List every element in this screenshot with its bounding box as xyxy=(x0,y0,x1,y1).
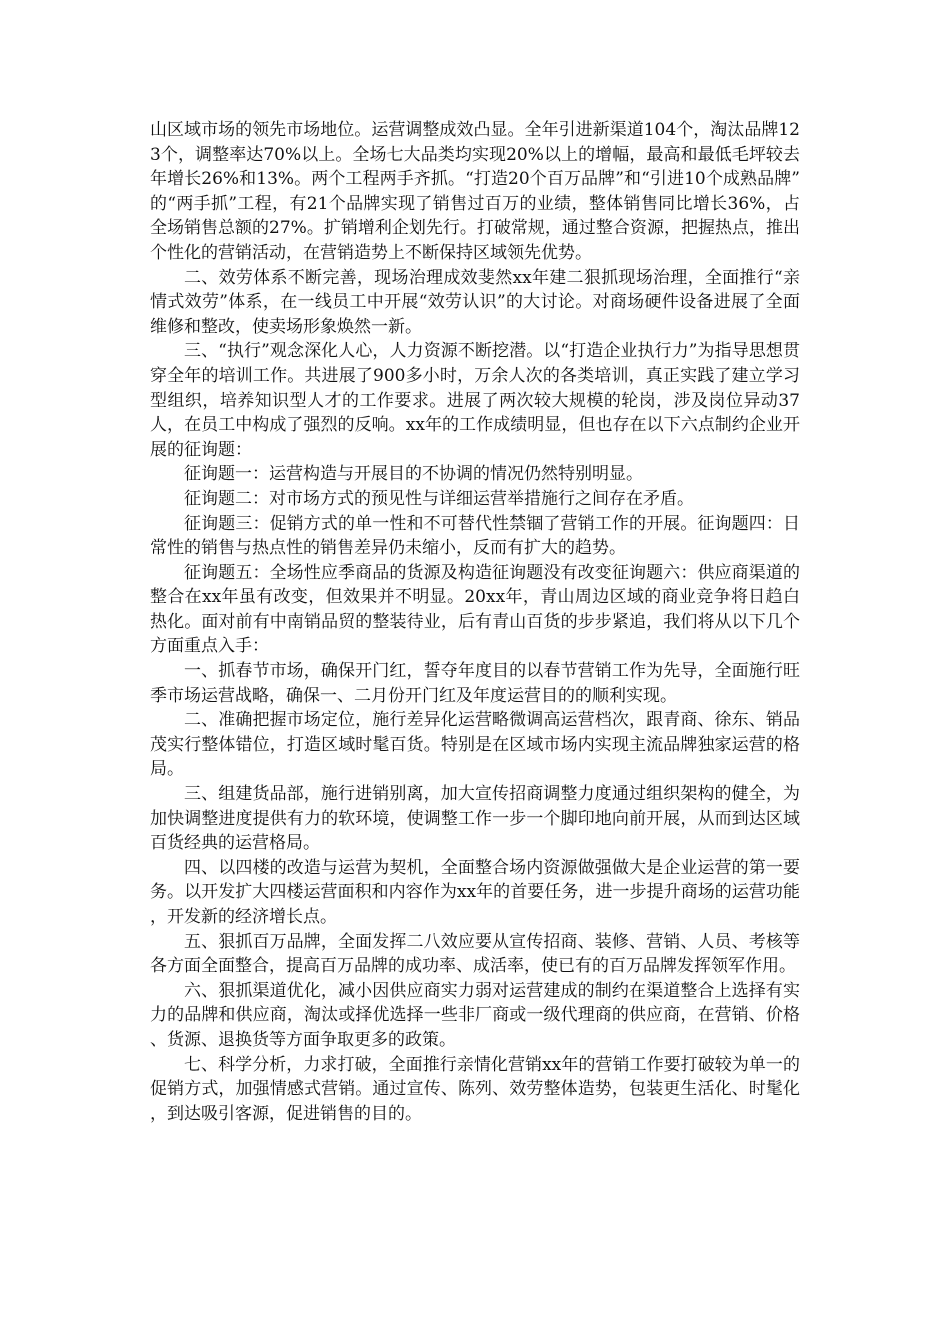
paragraph-issue-one: 征询题一：运营构造与开展目的不协调的情况仍然特别明显。 xyxy=(184,464,643,485)
paragraph-service-system: 二、效劳体系不断完善，现场治理成效斐然xx年建二狠抓现场治理，全面推行“亲情式效劳”体系，在一线员工中开展“效劳认识”的大讨论。对商场硬件设备进展了全面维修和整改，使卖场形象焕然一新。 xyxy=(150,267,800,337)
paragraph-issue-five-six: 征询题五：全场性应季商品的货源及构造征询题没有改变征询题六：供应商渠道的整合在xx年虽有改变，但效果并不明显。20xx年，青山周边区域的商业竞争将日趋白热化。面对前有中南销品贸的整装待业，后有青山百货的步步紧追，我们将从以下几个方面重点入手： xyxy=(150,562,800,657)
paragraph-market-position: 山区域市场的领先市场地位。运营调整成效凸显。全年引进新渠道104个，淘汰品牌123个，调整率达70%以上。全场七大品类均实现20%以上的增幅，最高和最低毛坪较去年增长26%和13%。两个工程两手齐抓。“打造20个百万品牌”和“引进10个成熟品牌”的“两手抓”工程，有21个品牌实现了销售过百万的业绩，整体销售同比增长36%，占全场销售总额的27%。扩销增利企划先行。打破常规，通过整合资源，把握热点，推出个性化的营销活动，在营销造势上不断保持区域领先优势。 xyxy=(150,120,800,263)
paragraph-plan-marketing: 七、科学分析，力求打破，全面推行亲情化营销xx年的营销工作要打破较为单一的促销方式，加强情感式营销。通过宣传、陈列、效劳整体造势，包装更生活化、时髦化，到达吸引客源，促进销售的目的。 xyxy=(150,1054,800,1124)
paragraph-plan-fourth-floor: 四、以四楼的改造与运营为契机，全面整合场内资源做强做大是企业运营的第一要务。以开发扩大四楼运营面积和内容作为xx年的首要任务，进一步提升商场的运营功能，开发新的经济增长点。 xyxy=(150,857,800,927)
paragraph-issue-two: 征询题二：对市场方式的预见性与详细运营举措施行之间存在矛盾。 xyxy=(184,488,694,509)
paragraph-plan-goods-department: 三、组建货品部，施行进销别离，加大宣传招商调整力度通过组织架构的健全，为加快调整进度提供有力的软环境，使调整工作一步一个脚印地向前开展，从而到达区域百货经典的运营格局。 xyxy=(150,784,800,854)
paragraph-plan-spring-festival: 一、抓春节市场，确保开门红，誓夺年度目的以春节营销工作为先导，全面施行旺季市场运营战略，确保一、二月份开门红及年度运营目的的顺利实现。 xyxy=(150,661,800,706)
document-body xyxy=(150,118,800,1126)
paragraph-plan-channel-optimization: 六、狠抓渠道优化，减小因供应商实力弱对运营建成的制约在渠道整合上选择有实力的品牌和供应商，淘汰或择优选择一些非厂商或一级代理商的供应商，在营销、价格、货源、退换货等方面争取更多的政策。 xyxy=(150,980,800,1050)
paragraph-plan-market-positioning: 二、准确把握市场定位，施行差异化运营略微调高运营档次，跟青商、徐东、销品茂实行整体错位，打造区域时髦百货。特别是在区域市场内实现主流品牌独家运营的格局。 xyxy=(150,710,800,780)
paragraph-issue-three-four: 征询题三：促销方式的单一性和不可替代性禁锢了营销工作的开展。征询题四：日常性的销售与热点性的销售差异仍未缩小，反而有扩大的趋势。 xyxy=(150,513,800,559)
paragraph-plan-million-brands: 五、狠抓百万品牌，全面发挥二八效应要从宣传招商、装修、营销、人员、考核等各方面全面整合，提高百万品牌的成功率、成活率，使已有的百万品牌发挥领军作用。 xyxy=(150,931,800,977)
paragraph-execution-hr: 三、“执行”观念深化人心，人力资源不断挖潜。以“打造企业执行力”为指导思想贯穿全年的培训工作。共进展了900多小时，万余人次的各类培训，真正实践了建立学习型组织，培养知识型人才的工作要求。进展了两次较大规模的轮岗，涉及岗位异动37人，在员工中构成了强烈的反响。xx年的工作成绩明显，但也存在以下六点制约企业开展的征询题： xyxy=(150,341,800,460)
